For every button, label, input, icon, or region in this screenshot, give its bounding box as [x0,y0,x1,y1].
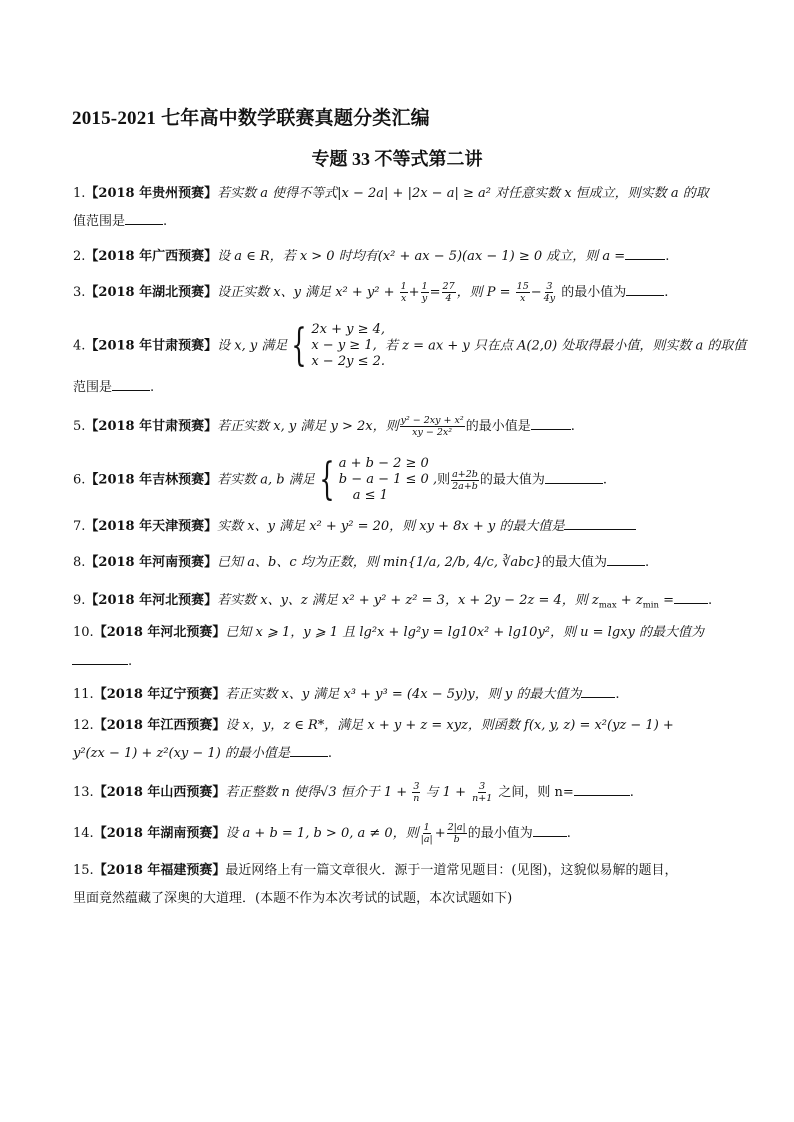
answer-blank[interactable] [581,684,615,698]
question-13 [73,781,723,804]
question-number: 10. [73,625,94,640]
question-text: 若实数 a 使得不等式|x − 2a| + |2x − a| ≥ a² 对任意实数 x 恒成立，则实数 a 的取 [217,186,709,201]
period: . [602,472,608,488]
period: . [128,654,133,669]
question-text: 若实数 a, b 满足 [217,472,315,488]
question-text: 的最小值为 [467,826,533,841]
question-8 [73,552,723,574]
period: . [615,687,620,702]
denominator: x [400,293,407,304]
period: . [566,826,571,841]
question-number: 14. [73,826,94,841]
inequality-system [287,322,385,370]
question-text: 若 z = ax + y 只在点 A(2,0) 处取得最小值，则实数 a 的取值 [385,338,747,354]
period: . [150,380,155,395]
denominator: n [413,793,420,804]
denominator: xy − 2x² [412,427,453,438]
numerator: 3 [479,781,486,792]
question-text: 最近网络上有一篇文章很火．源于一道常见题目：(见图)，这貌似易解的题目， [225,863,678,878]
question-11 [73,684,723,706]
period: . [629,785,634,800]
question-text: = [658,593,674,608]
question-number: 6. [73,472,86,488]
question-text: 设 x, y 满足 [217,338,288,354]
answer-blank[interactable] [533,823,567,837]
inequality-system [315,456,437,504]
numerator: 3 [413,781,420,792]
numerator: 3 [546,281,553,292]
question-text-cont: 范围是 [73,380,113,395]
fraction [412,781,420,804]
question-text: ，则 P = [456,285,515,300]
answer-blank[interactable] [674,590,708,604]
fraction [516,281,530,304]
denominator: 2a+b [452,480,478,492]
fraction [451,469,479,492]
question-source: 【2018 年山西预赛】 [93,785,226,800]
question-5 [73,415,723,438]
answer-blank[interactable] [531,416,571,430]
question-6 [73,456,723,504]
fraction [421,281,429,304]
numerator: 1 [421,281,428,292]
question-text: 若正实数 x, y 满足 y > 2x，则 [217,419,399,434]
question-text: 已知 a、b、c 均为正数，则 min [217,555,408,570]
numerator: 27 [442,281,455,292]
question-text: + z [616,593,643,608]
question-14: 14.【2018 年湖南预赛】设 a + b = 1, b > 0, a ≠ 0，则 $\frac{1}{|a|}$ + $\frac{2|a|}{b}$ 的最小值为 . [73,822,571,845]
system-row: x − 2y ≤ 2. [311,354,386,369]
question-source: 【2018 年江西预赛】 [93,718,226,733]
question-text-cont: 值范围是 [73,214,126,229]
question-source: 【2018 年广西预赛】 [85,249,218,264]
denominator: 4 [445,293,452,304]
question-15 [73,860,723,910]
question-text: 若正实数 x、y 满足 x³ + y³ = (4x − 5y)y，则 y 的最大值为 [225,687,582,702]
question-1 [73,183,723,233]
question-text: 设 a ∈ R，若 x > 0 时均有(x² + ax − 5)(ax − 1) ≥ 0 成立，则 a = [217,249,626,264]
period: . [570,419,575,434]
denominator: |a| [420,834,433,845]
question-number: 1. [73,186,86,201]
question-source: 【2018 年湖南预赛】 [93,826,226,841]
period: . [163,214,168,229]
question-2 [73,246,723,268]
question-text: 实数 x、y 满足 x² + y² = 20，则 xy + 8x + y 的最大值是 [217,519,565,534]
numerator: a+2b [452,468,478,480]
answer-blank[interactable] [564,516,636,530]
question-source: 【2018 年福建预赛】 [93,863,226,878]
denominator: n+1 [472,793,493,804]
period: . [645,555,650,570]
fraction [471,781,493,804]
system-row: 2x + y ≥ 4, [311,322,386,337]
numerator: 15 [516,281,529,292]
subscript: max [598,600,617,611]
answer-blank[interactable] [125,211,163,225]
question-source: 【2018 年吉林预赛】 [85,472,218,488]
question-text: 之间，则 n= [494,785,574,800]
fraction [543,281,556,304]
answer-blank[interactable] [290,743,328,757]
question-number: 7. [73,519,86,534]
fraction [400,281,408,304]
system-row: a + b − 2 ≥ 0 [338,456,429,471]
question-12 [73,715,723,765]
fraction [420,822,434,845]
question-text: 设正实数 x、y 满足 x² + y² + [217,285,399,300]
question-text: 若正整数 n 使得√3 恒介于 1 + [225,785,412,800]
document-title: 2015-2021 七年高中数学联赛真题分类汇编 [72,108,430,129]
question-source: 【2018 年辽宁预赛】 [93,687,226,702]
numerator: 1 [400,281,407,292]
denominator: x [520,293,526,304]
question-source: 【2018 年河北预赛】 [85,593,218,608]
period: . [327,746,333,761]
fraction [400,415,465,438]
question-number: 12. [73,718,94,733]
question-source: 【2018 年湖北预赛】 [85,285,218,300]
period: . [707,593,713,608]
question-text: 设 x，y，z ∈ R*，满足 x + y + z = xyz，则函数 f(x, y, z) = x²(yz − 1) + [225,718,674,733]
question-number: 3. [73,285,86,300]
question-text: 的最小值为 [557,285,627,300]
question-number: 5. [73,419,86,434]
question-text-cont: y²(zx − 1) + z²(xy − 1) 的最小值是 [73,746,290,761]
fraction [447,822,467,845]
question-3: 3.【2018 年湖北预赛】设正实数 x、y 满足 x² + y² + $\frac{1}{x}$ + $\frac{1}{y}$ = $\frac{27}{4}$ ，则 P = $\frac{15}{x}$ − $\frac{3}{4y}$ 的最小值为 . [73,281,669,304]
question-source: 【2018 年甘肃预赛】 [85,338,218,354]
question-text: 的最大值为 [542,555,608,570]
question-source: 【2018 年河南预赛】 [85,555,218,570]
answer-blank[interactable] [626,282,664,296]
question-9 [73,590,723,617]
system-row: x − y ≥ 1, [311,338,377,353]
question-number: 8. [73,555,86,570]
period: . [665,249,670,264]
answer-blank[interactable] [607,552,645,566]
numerator: 2|a| [447,822,466,833]
question-source: 【2018 年甘肃预赛】 [85,419,218,434]
answer-blank[interactable] [625,246,665,260]
question-text: 的最小值是 [465,419,531,434]
question-number: 2. [73,249,86,264]
question-number: 4. [73,338,86,354]
question-text: 则 [437,472,451,488]
question-text: 的最大值为 [479,472,545,488]
denominator: y [421,293,428,304]
answer-blank[interactable] [72,651,128,665]
answer-blank[interactable] [545,470,603,484]
question-text: 若实数 x、y、z 满足 x² + y² + z² = 3，x + 2y − 2z = 4，则 z [217,593,599,608]
left-brace: { [291,320,308,371]
question-number: 15. [73,863,94,878]
numerator: 1 [423,822,430,833]
min-set: {1/a, 2/b, 4/c, ∛abc} [407,555,543,570]
system-row: b − a − 1 ≤ 0 , [338,472,438,487]
question-text: 设 a + b = 1, b > 0, a ≠ 0，则 [225,826,419,841]
question-text: 与 1 + [421,785,471,800]
system-row: a ≤ 1 [352,488,388,503]
question-number: 9. [73,593,86,608]
question-4 [73,320,747,399]
answer-blank[interactable] [574,782,630,796]
answer-blank[interactable] [112,377,150,391]
denominator: b [453,834,460,845]
question-10 [73,622,723,673]
question-number: 11. [73,687,94,702]
left-brace: { [319,454,335,505]
numerator: y² − 2xy + x² [400,415,464,426]
section-title: 专题 33 不等式第二讲 [311,149,483,169]
question-text: 已知 x ⩾ 1，y ⩾ 1 且 lg²x + lg²y = lg10x² + lg10y²，则 u = lgxy 的最大值为 [225,625,704,640]
question-7 [73,516,723,538]
subscript: min [642,600,659,611]
fraction [442,281,456,304]
question-source: 【2018 年天津预赛】 [85,519,218,534]
question-number: 13. [73,785,94,800]
denominator: 4y [543,293,556,304]
question-source: 【2018 年贵州预赛】 [85,186,218,201]
question-text-cont: 里面竟然蕴藏了深奥的大道理．(本题不作为本次考试的试题，本次试题如下) [73,891,513,906]
period: . [664,285,669,300]
question-source: 【2018 年河北预赛】 [93,625,226,640]
